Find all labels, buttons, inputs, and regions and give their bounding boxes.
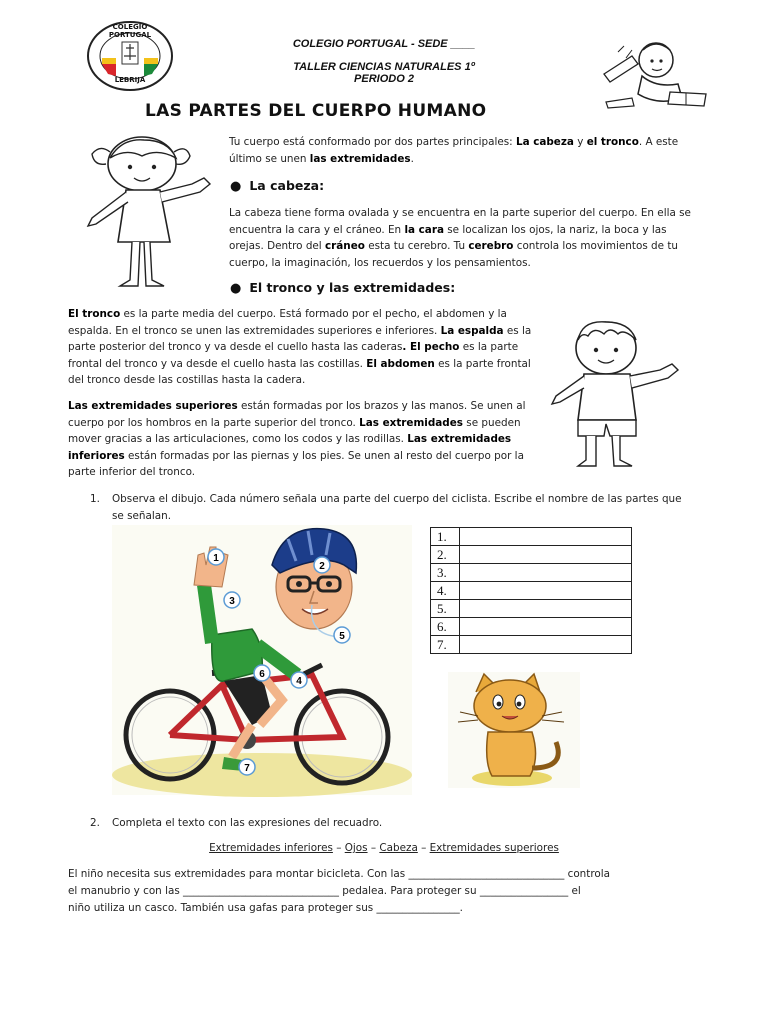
fill-text: El niño necesita sus extremidades para montar bicicleta. Con las bbox=[68, 868, 409, 880]
fill-text: el bbox=[568, 885, 581, 897]
intro-text-2: y bbox=[573, 136, 587, 148]
tronco-bold-abdomen: El abdomen bbox=[366, 357, 435, 370]
option-ojos: Ojos bbox=[344, 842, 368, 854]
answer-cell[interactable] bbox=[460, 618, 632, 636]
tronco-bold-espalda: La espalda bbox=[440, 324, 504, 337]
bullet-icon: ● bbox=[230, 179, 242, 194]
cabeza-paragraph bbox=[229, 205, 699, 271]
table-row bbox=[431, 528, 632, 546]
fill-text: el manubrio y con las bbox=[68, 885, 184, 897]
fill-blank-line-1 bbox=[68, 866, 708, 883]
cabeza-bold-craneo: cráneo bbox=[325, 240, 365, 252]
tronco-bold-1: El tronco bbox=[68, 308, 121, 320]
table-row bbox=[431, 582, 632, 600]
header-school: COLEGIO PORTUGAL - SEDE ____ bbox=[292, 38, 476, 50]
table-row bbox=[431, 546, 632, 564]
heading-cabeza-text: La cabeza: bbox=[249, 178, 325, 193]
girl-illustration bbox=[82, 134, 214, 290]
cyclist-marker-3 bbox=[224, 592, 240, 608]
intro-text-3: . A este último se unen bbox=[229, 136, 679, 165]
intro-bold-cabeza: La cabeza bbox=[515, 136, 574, 148]
row-number: 5. bbox=[431, 600, 460, 618]
tronco-bold-pecho: . El pecho bbox=[402, 341, 460, 353]
fill-text: controla bbox=[564, 868, 610, 880]
student-reading-illustration bbox=[598, 36, 710, 110]
separator: – bbox=[417, 842, 430, 854]
extrem-bold-superiores: Las extremidades superiores bbox=[68, 400, 238, 412]
answer-cell[interactable] bbox=[460, 528, 632, 546]
option-extremidades-inferiores: Extremidades inferiores bbox=[209, 842, 333, 854]
answer-cell[interactable] bbox=[460, 600, 632, 618]
page-title: LAS PARTES DEL CUERPO HUMANO bbox=[145, 101, 487, 121]
fill-text: . bbox=[459, 902, 463, 914]
cyclist-marker-2 bbox=[314, 557, 330, 573]
separator: – bbox=[367, 842, 380, 854]
answer-cell[interactable] bbox=[460, 546, 632, 564]
cabeza-bold-cara: la cara bbox=[404, 223, 444, 236]
separator: – bbox=[332, 842, 345, 854]
extrem-text-3: están formadas por las piernas y los pies. Se unen al resto del cuerpo por la parte inferior del tronco. bbox=[68, 449, 524, 478]
cyclist-marker-4 bbox=[291, 672, 307, 688]
fill-text: niño utiliza un casco. También usa gafas para proteger sus bbox=[68, 902, 377, 914]
word-bank bbox=[0, 840, 768, 857]
heading-tronco-text: El tronco y las extremidades: bbox=[249, 280, 456, 295]
cyclist-marker-1 bbox=[208, 549, 224, 565]
row-number: 1. bbox=[431, 528, 460, 546]
blank-2[interactable]: ______________________________ bbox=[183, 885, 339, 897]
svg-text:4: 4 bbox=[296, 676, 302, 687]
cabeza-text-4: controla los movimientos de tu cuerpo, la imaginación, los recuerdos y los pensamientos. bbox=[229, 240, 678, 269]
cat-illustration bbox=[448, 672, 580, 788]
svg-text:5: 5 bbox=[339, 631, 345, 642]
tronco-text-2: es la parte posterior del tronco y va desde el cuello hasta las caderas bbox=[68, 324, 532, 353]
exercise1-instructions: Observa el dibujo. Cada número señala una parte del cuerpo del ciclista. Escribe el nombre de las partes que se señalan. bbox=[112, 493, 682, 522]
table-row bbox=[431, 564, 632, 582]
exercise1-number: 1. bbox=[90, 493, 100, 505]
header-period: PERIODO 2 bbox=[354, 73, 414, 85]
svg-text:7: 7 bbox=[244, 763, 250, 774]
heading-tronco bbox=[230, 280, 455, 296]
row-number: 3. bbox=[431, 564, 460, 582]
fill-blank-line-3 bbox=[68, 900, 708, 917]
option-cabeza: Cabeza bbox=[379, 842, 418, 854]
answer-table bbox=[430, 527, 632, 654]
extrem-text-2: se pueden mover gracias a las articulaciones, como los codos y las rodillas. bbox=[68, 416, 521, 445]
intro-bold-tronco: el tronco bbox=[586, 136, 639, 148]
svg-text:2: 2 bbox=[319, 561, 325, 572]
blank-4[interactable]: ________________ bbox=[376, 902, 460, 914]
header-workshop: TALLER CIENCIAS NATURALES 1º bbox=[293, 61, 475, 73]
exercise2-instructions: Completa el texto con las expresiones del recuadro. bbox=[112, 817, 383, 829]
row-number: 7. bbox=[431, 636, 460, 654]
intro-text-4: . bbox=[410, 152, 414, 165]
intro-paragraph bbox=[229, 134, 697, 167]
row-number: 2. bbox=[431, 546, 460, 564]
answer-cell[interactable] bbox=[460, 564, 632, 582]
cabeza-text-3: esta tu cerebro. Tu bbox=[364, 240, 469, 252]
cabeza-bold-cerebro: cerebro bbox=[468, 240, 514, 252]
tronco-text-1: es la parte media del cuerpo. Está formado por el pecho, el abdomen y la espalda. En el tronco se unen las extremidades superiores e inferiores. bbox=[68, 308, 507, 337]
fill-text: pedalea. Para proteger su bbox=[338, 885, 480, 897]
row-number: 6. bbox=[431, 618, 460, 636]
table-row bbox=[431, 636, 632, 654]
answer-cell[interactable] bbox=[460, 636, 632, 654]
cyclist-marker-6 bbox=[254, 665, 270, 681]
intro-text-1: Tu cuerpo está conformado por dos partes principales: bbox=[229, 136, 516, 148]
heading-cabeza bbox=[230, 178, 324, 194]
cyclist-marker-7 bbox=[239, 759, 255, 775]
logo-top-text: COLEGIO PORTUGAL bbox=[108, 23, 152, 39]
table-row bbox=[431, 600, 632, 618]
bullet-icon: ● bbox=[230, 281, 242, 296]
cabeza-text-1: La cabeza tiene forma ovalada y se encuentra en la parte superior del cuerpo. En ella se encuentra la cara y el cráneo. En bbox=[229, 207, 691, 236]
extremidades-paragraph bbox=[68, 398, 538, 481]
blank-1[interactable]: ______________________________ bbox=[408, 868, 565, 880]
tronco-text-3: es la parte frontal del tronco y va desde el cuello hasta las costillas. bbox=[68, 341, 519, 370]
svg-text:3: 3 bbox=[229, 596, 235, 607]
extrem-bold-extremidades: Las extremidades bbox=[359, 416, 463, 429]
fill-blank-line-2 bbox=[68, 883, 708, 900]
tronco-text-4: es la parte frontal del tronco desde las costillas hasta la cadera. bbox=[68, 357, 531, 386]
cabeza-text-2: se localizan los ojos, la nariz, la boca y las orejas. Dentro del bbox=[229, 223, 667, 252]
exercise2-number: 2. bbox=[90, 817, 100, 829]
svg-text:1: 1 bbox=[213, 553, 219, 564]
extrem-text-1: están formadas por los brazos y las manos. Se unen al cuerpo por los hombros en la parte superior del tronco. bbox=[68, 400, 526, 429]
table-row bbox=[431, 618, 632, 636]
svg-text:6: 6 bbox=[259, 669, 265, 680]
extrem-bold-inferiores: Las extremidades inferiores bbox=[68, 433, 512, 462]
intro-bold-extremidades: las extremidades bbox=[309, 152, 411, 165]
cyclist-marker-5 bbox=[334, 627, 350, 643]
cyclist-illustration bbox=[112, 525, 412, 795]
blank-3[interactable]: _________________ bbox=[479, 885, 569, 897]
answer-cell[interactable] bbox=[460, 582, 632, 600]
boy-illustration bbox=[548, 316, 680, 470]
logo-bottom-text: LEBRIJA bbox=[114, 76, 146, 84]
option-extremidades-superiores: Extremidades superiores bbox=[429, 842, 559, 854]
tronco-paragraph bbox=[68, 306, 538, 389]
row-number: 4. bbox=[431, 582, 460, 600]
